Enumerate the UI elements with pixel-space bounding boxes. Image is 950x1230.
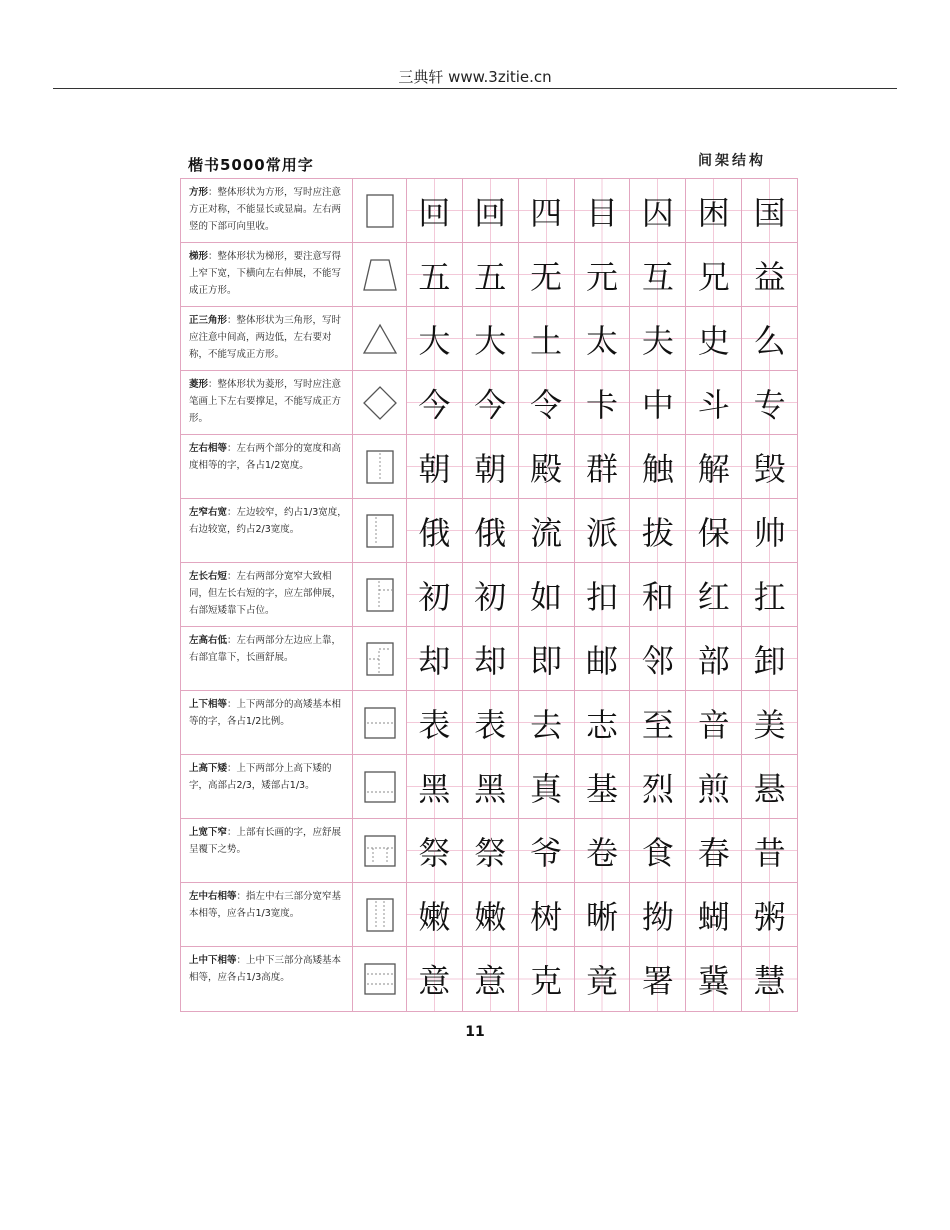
table-row xyxy=(181,179,797,243)
character-cell: 大 xyxy=(463,307,519,370)
structure-text: ：上下两部分的高矮基本相等的字，各占1/2比例。 xyxy=(189,699,342,727)
character-cell: 拗 xyxy=(630,883,686,946)
structure-term: 上下相等 xyxy=(189,699,228,710)
structure-description xyxy=(181,691,353,754)
structure-text: ：整体形状为方形，写时应注意方正对称，不能显长或显扁。左右两竖的下部可向里收。 xyxy=(189,187,342,232)
structure-description xyxy=(181,947,353,1011)
character-cell: 黑 xyxy=(407,755,463,818)
character-cell: 嫩 xyxy=(463,883,519,946)
character-cell: 粥 xyxy=(742,883,797,946)
character-cell: 食 xyxy=(630,819,686,882)
character-cell: 署 xyxy=(630,947,686,1011)
structure-description xyxy=(181,883,353,946)
character-cell: 黑 xyxy=(463,755,519,818)
character-cell: 邻 xyxy=(630,627,686,690)
character-cell: 初 xyxy=(407,563,463,626)
character-cell: 扛 xyxy=(742,563,797,626)
character-cell: 真 xyxy=(519,755,575,818)
character-cell: 意 xyxy=(407,947,463,1011)
structure-term: 左右相等 xyxy=(189,443,228,454)
structure-text: ：上部有长画的字，应舒展呈覆下之势。 xyxy=(189,827,342,855)
character-cell: 克 xyxy=(519,947,575,1011)
character-cells xyxy=(407,627,797,690)
character-cell: 蝴 xyxy=(686,883,742,946)
character-cells xyxy=(407,371,797,434)
character-cells xyxy=(407,819,797,882)
structure-text: ：整体形状为梯形，要注意写得上窄下宽，下横向左右伸展，不能写成正方形。 xyxy=(189,251,342,296)
table-row xyxy=(181,435,797,499)
character-cell: 却 xyxy=(407,627,463,690)
character-cell: 去 xyxy=(519,691,575,754)
structure-description xyxy=(181,563,353,626)
structure-term: 左中右相等 xyxy=(189,891,237,902)
character-cell: 触 xyxy=(630,435,686,498)
character-cell: 如 xyxy=(519,563,575,626)
character-cell: 美 xyxy=(742,691,797,754)
character-cell: 俄 xyxy=(463,499,519,562)
stack-wide-narrow-icon xyxy=(353,819,407,882)
structure-text: ：指左中右三部分宽窄基本相等，应各占1/3宽度。 xyxy=(189,891,342,919)
character-cell: 扣 xyxy=(575,563,631,626)
split-thirds-icon xyxy=(353,883,407,946)
character-cell: 煎 xyxy=(686,755,742,818)
character-cell: 爷 xyxy=(519,819,575,882)
structure-term: 正三角形 xyxy=(189,315,228,326)
table-row xyxy=(181,307,797,371)
section-title: 间架结构 xyxy=(698,153,766,169)
split-narrow-wide-icon xyxy=(353,499,407,562)
character-cell: 慧 xyxy=(742,947,797,1011)
trapezoid-shape-icon xyxy=(353,243,407,306)
character-cell: 表 xyxy=(463,691,519,754)
table-row xyxy=(181,819,797,883)
character-cell: 今 xyxy=(407,371,463,434)
character-cells xyxy=(407,563,797,626)
structure-text: ：左边较窄，约占1/3宽度，右边较宽，约占2/3宽度。 xyxy=(189,507,347,535)
structure-term: 梯形 xyxy=(189,251,209,262)
structure-description xyxy=(181,371,353,434)
stack-thirds-icon xyxy=(353,947,407,1011)
character-cell: 却 xyxy=(463,627,519,690)
structure-description xyxy=(181,755,353,818)
structure-term: 左窄右宽 xyxy=(189,507,228,518)
character-cell: 冀 xyxy=(686,947,742,1011)
character-cells xyxy=(407,883,797,946)
stack-half-icon xyxy=(353,691,407,754)
structure-description xyxy=(181,243,353,306)
table-row xyxy=(181,499,797,563)
triangle-shape-icon xyxy=(353,307,407,370)
character-cell: 部 xyxy=(686,627,742,690)
character-cell: 元 xyxy=(575,243,631,306)
character-cell: 困 xyxy=(686,179,742,242)
character-cell: 昔 xyxy=(742,819,797,882)
character-cell: 竟 xyxy=(575,947,631,1011)
structure-description xyxy=(181,499,353,562)
stack-tall-short-icon xyxy=(353,755,407,818)
character-cell: 囚 xyxy=(630,179,686,242)
structure-description xyxy=(181,819,353,882)
structure-text: ：整体形状为菱形，写时应注意笔画上下左右要撑足，不能写成正方形。 xyxy=(189,379,342,424)
character-cell: 么 xyxy=(742,307,797,370)
character-cell: 土 xyxy=(519,307,575,370)
structure-description xyxy=(181,179,353,242)
table-row xyxy=(181,243,797,307)
character-cell: 五 xyxy=(463,243,519,306)
character-cell: 和 xyxy=(630,563,686,626)
header-divider xyxy=(53,88,897,89)
split-long-short-icon xyxy=(353,563,407,626)
character-cells xyxy=(407,243,797,306)
character-cell: 五 xyxy=(407,243,463,306)
structure-description xyxy=(181,435,353,498)
structure-text: ：上中下三部分高矮基本相等，应各占1/3高度。 xyxy=(189,955,342,983)
character-cell: 红 xyxy=(686,563,742,626)
character-cell: 邮 xyxy=(575,627,631,690)
character-cells xyxy=(407,307,797,370)
character-cell: 悬 xyxy=(742,755,797,818)
character-cell: 卸 xyxy=(742,627,797,690)
table-row xyxy=(181,691,797,755)
character-cell: 夫 xyxy=(630,307,686,370)
character-cell: 俄 xyxy=(407,499,463,562)
character-cells xyxy=(407,947,797,1011)
character-cell: 帅 xyxy=(742,499,797,562)
character-cell: 祭 xyxy=(407,819,463,882)
character-cell: 太 xyxy=(575,307,631,370)
structure-text: ：左右两个部分的宽度和高度相等的字，各占1/2宽度。 xyxy=(189,443,342,471)
character-cell: 回 xyxy=(407,179,463,242)
character-cell: 殿 xyxy=(519,435,575,498)
split-high-low-icon xyxy=(353,627,407,690)
site-header: 三典轩 www.3zitie.cn xyxy=(398,68,552,86)
structure-text: ：左右两部分宽窄大致相同，但左长右短的字，应左部伸展，右部短矮靠下占位。 xyxy=(189,571,342,616)
diamond-shape-icon xyxy=(353,371,407,434)
structure-text: ：整体形状为三角形，写时应注意中间高，两边低，左右要对称，不能写成正方形。 xyxy=(189,315,342,360)
character-cell: 益 xyxy=(742,243,797,306)
character-cell: 祭 xyxy=(463,819,519,882)
character-cell: 至 xyxy=(630,691,686,754)
character-cell: 斗 xyxy=(686,371,742,434)
structure-text: ：左右两部分左边应上靠，右部宜靠下，长画舒展。 xyxy=(189,635,342,663)
table-row xyxy=(181,627,797,691)
structure-term: 上宽下窄 xyxy=(189,827,228,838)
table-row xyxy=(181,371,797,435)
structure-term: 左长右短 xyxy=(189,571,228,582)
character-cell: 目 xyxy=(575,179,631,242)
character-cell: 今 xyxy=(463,371,519,434)
character-cell: 大 xyxy=(407,307,463,370)
structure-description xyxy=(181,307,353,370)
practice-sheet xyxy=(180,178,798,1012)
character-cell: 保 xyxy=(686,499,742,562)
table-row xyxy=(181,883,797,947)
character-cell: 毁 xyxy=(742,435,797,498)
table-row xyxy=(181,947,797,1011)
character-cell: 音 xyxy=(686,691,742,754)
table-row xyxy=(181,755,797,819)
structure-term: 方形 xyxy=(189,187,209,198)
character-cell: 拔 xyxy=(630,499,686,562)
character-cell: 晰 xyxy=(575,883,631,946)
character-cell: 树 xyxy=(519,883,575,946)
structure-term: 上高下矮 xyxy=(189,763,228,774)
character-cells xyxy=(407,179,797,242)
square-shape-icon xyxy=(353,179,407,242)
character-cell: 朝 xyxy=(407,435,463,498)
character-cell: 兄 xyxy=(686,243,742,306)
character-cell: 嫩 xyxy=(407,883,463,946)
character-cell: 流 xyxy=(519,499,575,562)
character-cell: 四 xyxy=(519,179,575,242)
structure-description xyxy=(181,627,353,690)
character-cell: 卷 xyxy=(575,819,631,882)
character-cell: 初 xyxy=(463,563,519,626)
character-cell: 群 xyxy=(575,435,631,498)
character-cells xyxy=(407,691,797,754)
page-number: 11 xyxy=(465,1024,485,1040)
table-row xyxy=(181,563,797,627)
structure-term: 菱形 xyxy=(189,379,209,390)
character-cell: 史 xyxy=(686,307,742,370)
character-cell: 春 xyxy=(686,819,742,882)
structure-text: ：上下两部分上高下矮的字，高部占2/3，矮部占1/3。 xyxy=(189,763,332,791)
character-cell: 专 xyxy=(742,371,797,434)
character-cell: 无 xyxy=(519,243,575,306)
character-cell: 表 xyxy=(407,691,463,754)
character-cell: 卡 xyxy=(575,371,631,434)
structure-term: 左高右低 xyxy=(189,635,228,646)
character-cell: 即 xyxy=(519,627,575,690)
character-cell: 国 xyxy=(742,179,797,242)
character-cell: 互 xyxy=(630,243,686,306)
character-cell: 解 xyxy=(686,435,742,498)
character-cell: 派 xyxy=(575,499,631,562)
character-cell: 回 xyxy=(463,179,519,242)
page-title: 楷书5000常用字 xyxy=(188,156,314,174)
character-cell: 令 xyxy=(519,371,575,434)
character-cells xyxy=(407,755,797,818)
character-cells xyxy=(407,435,797,498)
character-cell: 烈 xyxy=(630,755,686,818)
split-half-icon xyxy=(353,435,407,498)
character-cell: 意 xyxy=(463,947,519,1011)
character-cell: 志 xyxy=(575,691,631,754)
character-cell: 中 xyxy=(630,371,686,434)
character-cells xyxy=(407,499,797,562)
structure-term: 上中下相等 xyxy=(189,955,237,966)
character-cell: 基 xyxy=(575,755,631,818)
character-cell: 朝 xyxy=(463,435,519,498)
